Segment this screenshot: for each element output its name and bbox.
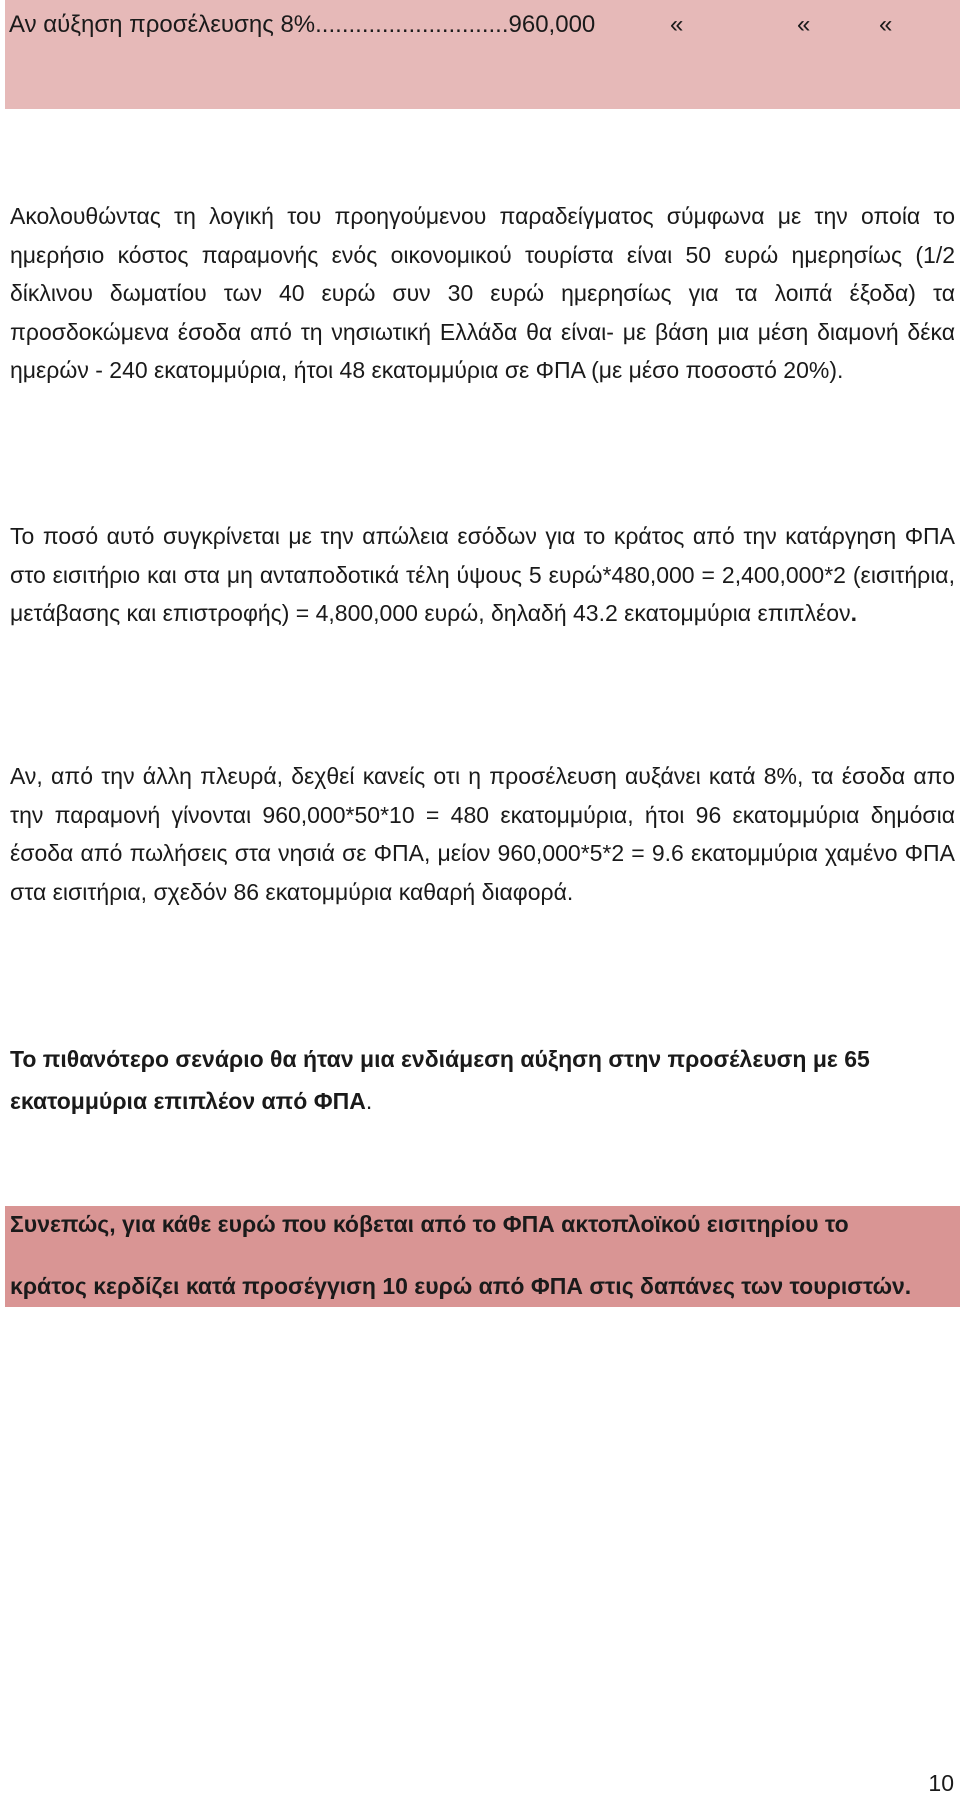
likely-scenario-statement (10, 1038, 955, 1122)
paragraph-daily-cost: Ακολουθώντας τη λογική του προηγούμενου παραδείγματος σύμφωνα με την οποία το ημερήσιο κόστος παραμονής ενός οικονομικού τουρίστα είναι 50 ευρώ ημερησίως (1/2 δίκλινου δωματίου των 40 ευρώ συν 30 ευρώ ημερησίως για τα λοιπά έξοδα) τα προσδοκώμενα έσοδα από τη νησιωτική Ελλάδα θα είναι- με βάση μια μέση διαμονή δέκα ημερών - 240 εκατομμύρια, ήτοι 48 εκατομμύρια σε ΦΠΑ (με μέσο ποσοστό 20%). (10, 203, 955, 383)
paragraph-revenue-loss-text: Το ποσό αυτό συγκρίνεται με την απώλεια εσόδων για το κράτος από την κατάργηση ΦΠΑ στο εισιτήριο και στα μη ανταποδοτικά τέλη ύψους 5 ευρώ*480,000 = 2,400,000*2 (εισιτήρια, μετάβασης και επιστροφής) = 4,800,000 ευρώ, δηλαδή 43.2 εκατομμύρια επιπλέον (10, 523, 955, 626)
conclusion-line-1: Συνεπώς, για κάθε ευρώ που κόβεται από το ΦΠΑ ακτοπλοϊκού εισιτηρίου το (10, 1211, 849, 1237)
paragraph-eight-percent-scenario: Αν, από την άλλη πλευρά, δεχθεί κανείς οτι η προσέλευση αυξάνει κατά 8%, τα έσοδα απο την παραμονή γίνονται 960,000*50*10 = 480 εκατομμύρια, ήτοι 96 εκατομμύρια δημόσια έσοδα από πωλήσεις στα νησιά σε ΦΠΑ, μείον 960,000*5*2 = 9.6 εκατομμύρια χαμένο ΦΠΑ στα εισιτήρια, σχεδόν 86 εκατομμύρια καθαρή διαφορά. (10, 763, 955, 905)
ditto-mark: « (797, 11, 811, 38)
likely-scenario-text: Το πιθανότερο σενάριο θα ήταν μια ενδιάμεση αύξηση στην προσέλευση με 65 εκατομμύρια επιπλέον από ΦΠΑ (10, 1046, 870, 1114)
conclusion-highlight (5, 1206, 960, 1307)
ditto-mark: « (879, 11, 893, 38)
paragraph-revenue-loss (10, 517, 955, 633)
likely-scenario-end: . (365, 1088, 373, 1114)
paragraph-revenue-loss-end: . (850, 600, 857, 626)
header-row-label: Αν αύξηση προσέλευσης 8%.............................960,000 (9, 11, 596, 38)
page-number: 10 (928, 1770, 954, 1796)
ditto-mark: « (670, 11, 684, 38)
header-row-highlight (5, 0, 960, 109)
conclusion-line-2: κράτος κερδίζει κατά προσέγγιση 10 ευρώ από ΦΠΑ στις δαπάνες των τουριστών. (10, 1273, 912, 1299)
